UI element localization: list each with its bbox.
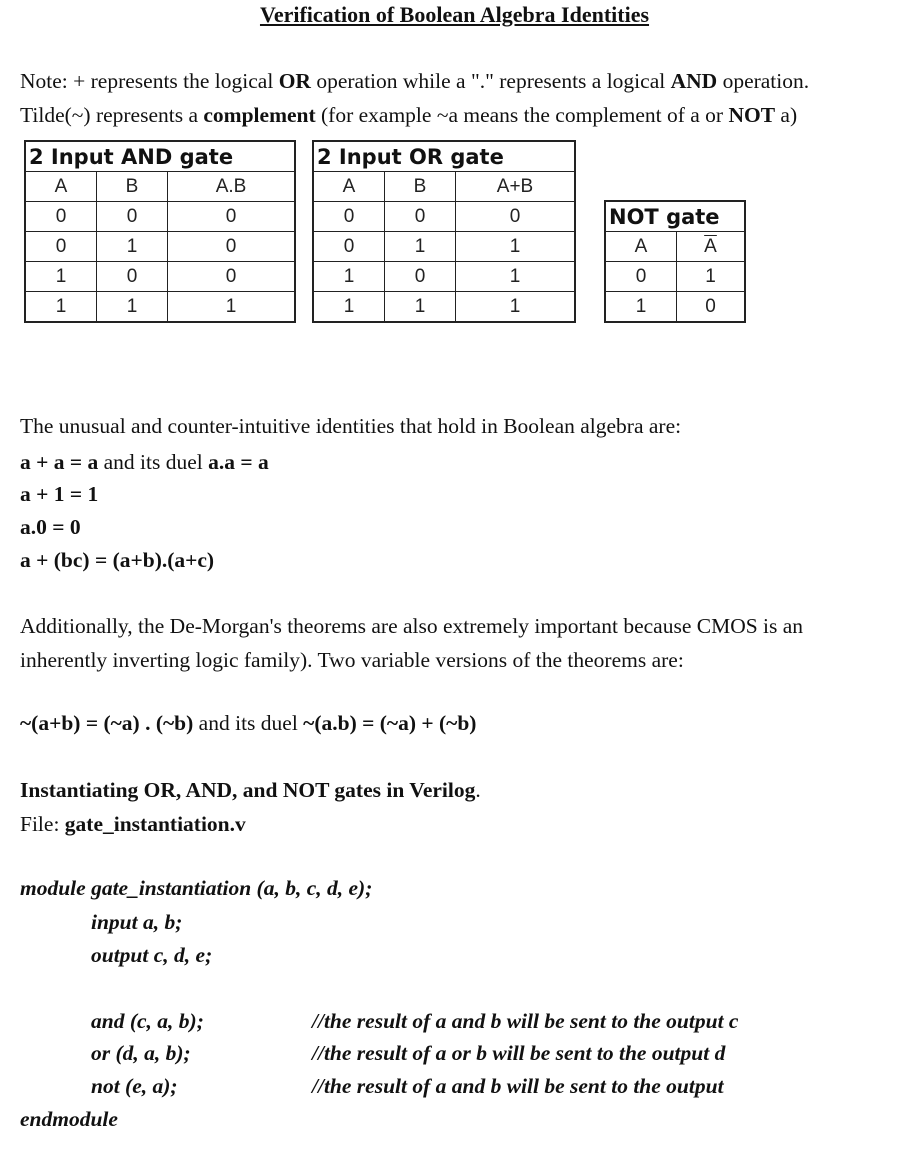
table-row [313, 262, 575, 292]
table-cell: 1 [385, 292, 456, 323]
table-row [25, 292, 295, 323]
code-and-stmt: and (c, a, b); [91, 1009, 204, 1033]
code-endmodule: endmodule [20, 1107, 118, 1131]
file-label: File: [20, 812, 65, 836]
page-title: Verification of Boolean Algebra Identities [259, 2, 650, 27]
table-cell: 0 [168, 202, 296, 232]
verilog-file [20, 812, 246, 837]
table-cell: 0 [97, 202, 168, 232]
table-cell: 1 [97, 232, 168, 262]
note-not: NOT [728, 103, 776, 127]
demorgan-text: ~(a.b) = (~a) + (~b) [303, 711, 477, 735]
note-text: (for example ~a means the complement of a or [315, 103, 729, 127]
table-header: B [97, 172, 168, 202]
code-or-stmt: or (d, a, b); [91, 1041, 191, 1065]
table-cell: 0 [605, 262, 677, 292]
verilog-heading [20, 778, 481, 803]
table-cell: 1 [385, 232, 456, 262]
table-cell: 0 [168, 232, 296, 262]
table-header-complement: $\overline{A}$ [677, 232, 746, 262]
verilog-heading-text: . [475, 778, 481, 802]
demorgan-line-2: inherently inverting logic family). Two variable versions of the theorems are: [20, 648, 684, 672]
and-table-caption: 2 Input AND gate [25, 141, 295, 172]
table-cell: 0 [313, 202, 385, 232]
note-text: operation while a "." represents a logical [310, 69, 671, 93]
table-cell: 1 [456, 232, 576, 262]
table-cell: 1 [97, 292, 168, 323]
code-module-line: module gate_instantiation (a, b, c, d, e); [20, 876, 373, 900]
table-row [25, 202, 295, 232]
table-cell: 1 [456, 292, 576, 323]
note-text: a) [775, 103, 798, 127]
table-header: A [313, 172, 385, 202]
table-cell: 0 [677, 292, 746, 323]
note-and: AND [670, 69, 718, 93]
identities-intro: The unusual and counter-intuitive identities that hold in Boolean algebra are: [20, 414, 682, 438]
file-name: gate_instantiation.v [64, 812, 246, 836]
code-or-comment: //the result of a or b will be sent to the output d [312, 1041, 726, 1065]
and-truth-table [24, 140, 296, 323]
table-header: A [605, 232, 677, 262]
table-cell: 1 [313, 262, 385, 292]
note-line-2 [20, 98, 797, 132]
identity-text: a + a = a [20, 450, 99, 474]
table-cell: 1 [456, 262, 576, 292]
table-cell: 0 [25, 202, 97, 232]
table-header: A+B [456, 172, 576, 202]
table-cell: 1 [313, 292, 385, 323]
demorgan-text: ~(a+b) = (~a) . (~b) [20, 711, 194, 735]
note-or: OR [278, 69, 311, 93]
table-cell: 0 [385, 202, 456, 232]
table-cell: 0 [313, 232, 385, 262]
table-row [313, 292, 575, 323]
identity-text: and its duel [98, 450, 209, 474]
table-cell: 0 [385, 262, 456, 292]
code-output-line: output c, d, e; [91, 943, 213, 967]
code-input-line: input a, b; [91, 910, 183, 934]
identity-idempotent [20, 450, 269, 475]
or-table-caption: 2 Input OR gate [313, 141, 575, 172]
table-cell: 0 [456, 202, 576, 232]
note-text: operation. [717, 69, 810, 93]
table-cell: 0 [97, 262, 168, 292]
code-not-stmt: not (e, a); [91, 1074, 178, 1098]
identity-distributive: a + (bc) = (a+b).(a+c) [20, 548, 215, 572]
not-truth-table [604, 200, 746, 323]
table-header: A.B [168, 172, 296, 202]
identity-text: a.a = a [208, 450, 269, 474]
table-cell: 1 [605, 292, 677, 323]
verilog-heading-text: Instantiating OR, AND, and NOT gates in Verilog [20, 778, 476, 802]
table-row [313, 202, 575, 232]
identity-and-zero: a.0 = 0 [20, 515, 81, 539]
table-cell: 1 [25, 292, 97, 323]
code-not-comment: //the result of a and b will be sent to the output [312, 1074, 724, 1098]
table-header: B [385, 172, 456, 202]
note-text: Tilde(~) represents a [20, 103, 204, 127]
table-header: A [25, 172, 97, 202]
table-cell: 1 [677, 262, 746, 292]
not-table-caption: NOT gate [605, 201, 745, 232]
table-cell: 1 [25, 262, 97, 292]
demorgan-equation [20, 711, 476, 736]
table-row [25, 262, 295, 292]
table-row [605, 262, 745, 292]
table-row [313, 232, 575, 262]
table-row [25, 232, 295, 262]
table-cell: 1 [168, 292, 296, 323]
table-cell: 0 [25, 232, 97, 262]
or-truth-table [312, 140, 576, 323]
demorgan-text: and its duel [193, 711, 304, 735]
code-and-comment: //the result of a and b will be sent to the output c [312, 1009, 739, 1033]
table-cell: 0 [168, 262, 296, 292]
note-line-1 [20, 64, 809, 98]
demorgan-line-1: Additionally, the De-Morgan's theorems are also extremely important because CMOS is an [20, 614, 804, 638]
note-complement: complement [203, 103, 316, 127]
identity-or-one: a + 1 = 1 [20, 482, 99, 506]
note-text: Note: + represents the logical [20, 69, 279, 93]
table-row [605, 292, 745, 323]
